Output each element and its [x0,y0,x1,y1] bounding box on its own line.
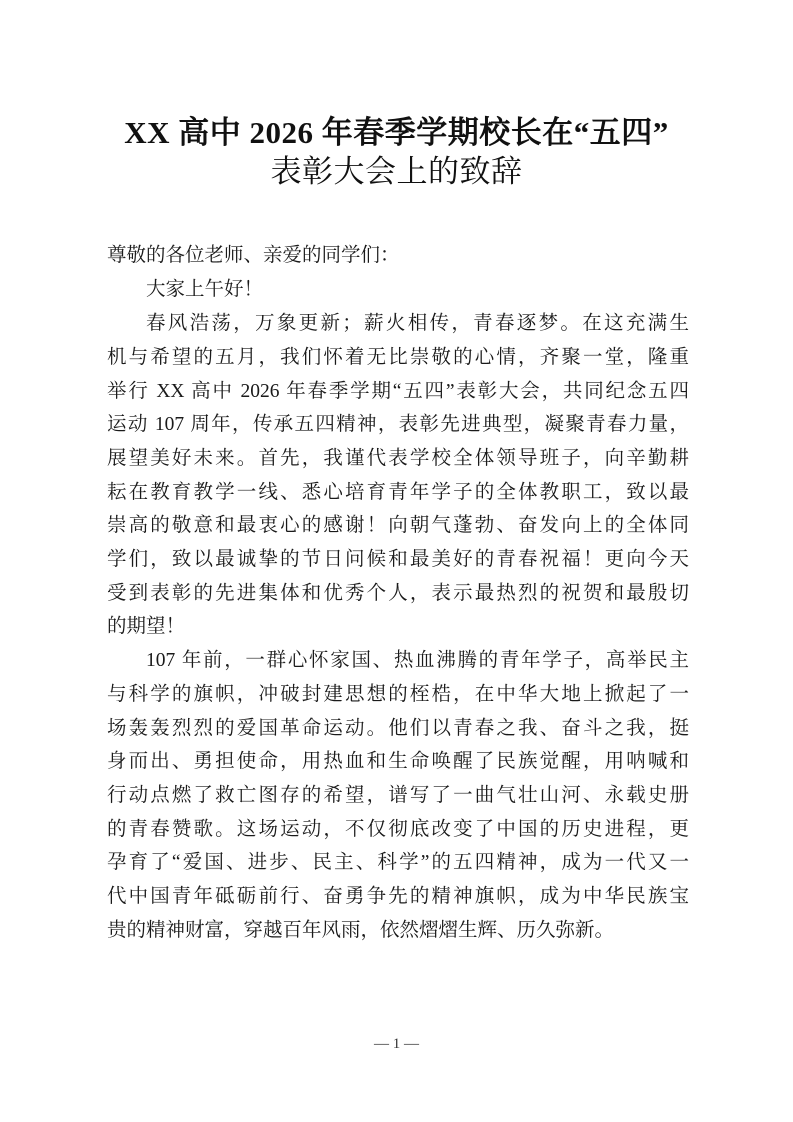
paragraph-2-line: 行动点燃了救亡图存的希望，谱写了一曲气壮山河、永载史册 [107,785,689,806]
paragraph-2-line: 贵的精神财富，穿越百年风雨，依然熠熠生辉、历久弥新。 [107,920,615,941]
document-title-line-2: 表彰大会上的致辞 [270,154,523,189]
paragraph-1-line: 耘在教育教学一线、悉心培育青年学子的全体教职工，致以最 [107,482,689,503]
salutation: 尊敬的各位老师、亲爱的同学们： [107,245,400,266]
page-number: — 1 — [374,1036,419,1052]
document-title-line-1: XX 高中 2026 年春季学期校长在“五四” [124,115,669,150]
paragraph-1-line: 学们，致以最诚挚的节日问候和最美好的青春祝福！更向今天 [107,549,689,570]
paragraph-2-line: 孕育了“爱国、进步、民主、科学”的五四精神，成为一代又一 [107,852,689,873]
paragraph-2-line: 身而出、勇担使命，用热血和生命唤醒了民族觉醒，用呐喊和 [107,751,689,772]
paragraph-1-line: 机与希望的五月，我们怀着无比崇敬的心情，齐聚一堂，隆重 [107,347,689,368]
paragraph-2-line: 代中国青年砥砺前行、奋勇争先的精神旗帜，成为中华民族宝 [107,886,689,907]
paragraph-1-line: 受到表彰的先进集体和优秀个人，表示最热烈的祝贺和最殷切 [107,583,689,604]
paragraph-1-line: 崇高的敬意和最衷心的感谢！向朝气蓬勃、奋发向上的全体同 [107,515,689,536]
paragraph-1-line: 展望美好未来。首先，我谨代表学校全体领导班子，向辛勤耕 [107,448,689,469]
paragraph-1-line: 春风浩荡，万象更新；薪火相传，青春逐梦。在这充满生 [146,313,689,334]
paragraph-1-line: 运动 107 周年，传承五四精神，表彰先进典型，凝聚青春力量， [107,414,689,435]
paragraph-2-line: 场轰轰烈烈的爱国革命运动。他们以青春之我、奋斗之我，挺 [107,718,689,739]
greeting: 大家上午好！ [146,279,264,300]
paragraph-1-line: 举行 XX 高中 2026 年春季学期“五四”表彰大会，共同纪念五四 [107,381,689,402]
paragraph-2-line: 与科学的旗帜，冲破封建思想的桎梏，在中华大地上掀起了一 [107,684,689,705]
paragraph-2-line: 107 年前，一群心怀家国、热血沸腾的青年学子，高举民主 [146,650,689,671]
paragraph-1-line: 的期望！ [107,616,186,637]
paragraph-2-line: 的青春赞歌。这场运动，不仅彻底改变了中国的历史进程，更 [107,819,689,840]
